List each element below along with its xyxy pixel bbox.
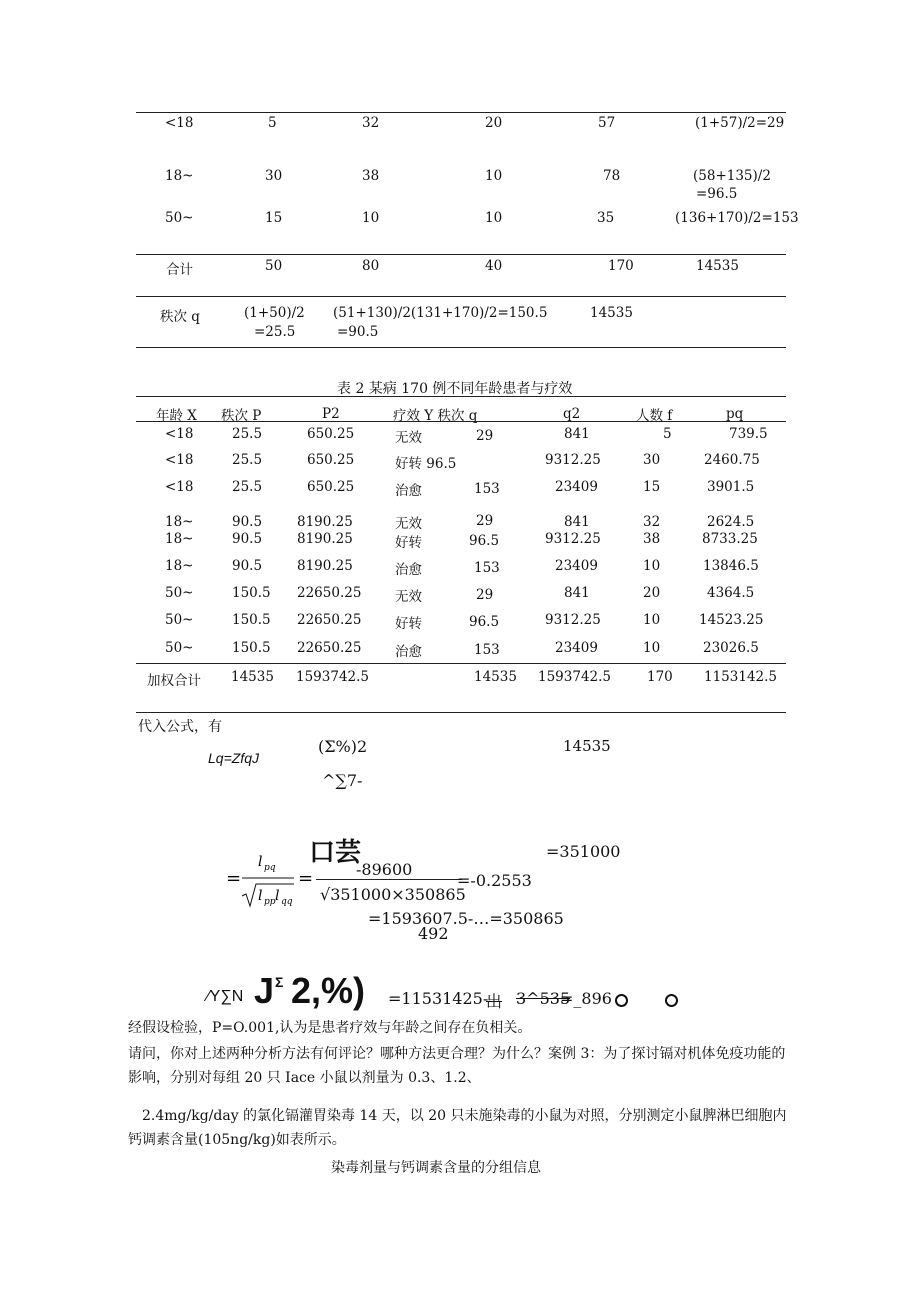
svg-text:l: l [258, 888, 263, 904]
formula-ys: ⁄Y∑N [207, 988, 244, 1005]
svg-text:pp: pp [264, 897, 276, 907]
table1-rule [136, 296, 786, 297]
table2-total-rule [136, 663, 786, 664]
circle-mark-icon [615, 994, 628, 1007]
formula-value: 14535 [563, 737, 611, 755]
svg-text:qq: qq [281, 897, 293, 907]
svg-text:=: = [226, 868, 242, 889]
formula-intro: 代入公式，有 [138, 719, 222, 735]
svg-text:=: = [298, 868, 314, 889]
page: <18 5 32 20 57 (1+57)/2=29 18~ 30 38 10 78 (58+135)/2 =96.5 50~ 15 10 10 35 (136+170)/2=153 合计 50 80 40 170 14535 秩次 q (1+50)/2 =25.5 (51+130)/2(131+170)/2=150.5 =90.5 14535 表 2 某病 170 例不同年龄患者与疗效 年龄 X 秩次 P P2 疗效 Y 秩次 q q2 人数 f pq <18 25.5 650.25 无效 29 841 5 739.5 <18 25.5 650.25 好转 96.5 9312.25 30 2460.75 <18 25.5 650.25 治愈 153 23409 15 3901.5 18~ 90.5 8190.25 无效 29 841 32 2624.5 18~ 90.5 8190.25 好转 96.5 9312.25 38 8733.25 18~ 90.5 8190.25 治愈 153 23409 10 13846.5 50~ 150.5 22650.25 无效 29 841 20 4364.5 50~ 150.5 22650.25 好转 96.5 9312.25 10 14523.25 50~ 150.5 22650.25 治愈 153 23409 10 23026.5 加权合计 14535 1593742.5 14535 1593742.5 170 1153142.5 代入公式，有 Lq=ZfqJ (Σ%)2 14535 ^∑7- = l pq l pp l qq = 口芸 =351000 -89600 √351000×350865 =-0.2553 =1593607.5-…=350865 492 ⁄Y∑N J Σ 2,%) =11531425- 出 3^535 =_896 经假设检验，P=O.001,认为是患者疗效与年龄之间存在负相关。 请问，你对上述两种分析方法有何评论？哪种方法更合理？为什么？案例 3：为了探讨镉对机体免疫功能的影响，分别对每组 20 只 Iace 小鼠以剂量为 0.3、1.2、 2.4mg/kg/day 的氯化镉灌胃染毒 14 天，以 20 只未施染毒的小鼠为对照，分别测定小鼠脾淋巴细胞内钙调素含量(105ng/kg)如表所示。 染毒剂量与钙调素含量的分组信息 [0, 0, 920, 1301]
formula-j: J [254, 970, 275, 1011]
svg-text:l: l [258, 854, 263, 870]
formula-492: 492 [418, 924, 449, 943]
formula-sup: Σ [275, 974, 284, 990]
paragraph-question: 请问，你对上述两种分析方法有何评论？哪种方法更合理？为什么？案例 3：为了探讨镉对机体免疫功能的影响，分别对每组 20 只 Iace 小鼠以剂量为 0.3、1.2、 [128, 1046, 786, 1086]
table2-header-rule [136, 421, 786, 422]
fraction-bar [316, 879, 462, 880]
paragraph-case3: 2.4mg/kg/day 的氯化镉灌胃染毒 14 天，以 20 只未施染毒的小鼠为对照，分别测定小鼠脾淋巴细胞内钙调素含量(105ng/kg)如表所示。 [128, 1108, 787, 1148]
formula-tail3: 3^535 [516, 989, 571, 1008]
table1-top-rule [136, 112, 786, 113]
formula-sum: ^∑7- [322, 771, 363, 790]
formula-tail1: =11531425- [388, 989, 489, 1008]
table2-top-rule [136, 396, 786, 397]
formula-denominator: √351000×350865 [320, 885, 466, 904]
paragraph-conclusion: 经假设检验，P=O.001,认为是患者疗效与年龄之间存在负相关。 [128, 1020, 532, 1036]
formula-tail4: =_896 [560, 989, 612, 1008]
formula-numerator: -89600 [356, 860, 413, 879]
table2-caption: 表 2 某病 170 例不同年龄患者与疗效 [337, 381, 573, 397]
formula-tail2: 出 [486, 992, 503, 1011]
formula-2pct: 2,%) [291, 970, 366, 1011]
table1-rule [136, 254, 786, 255]
correlation-formula-graphic [224, 852, 314, 912]
circle-mark-icon [665, 994, 678, 1007]
formula-result: =-0.2553 [457, 871, 532, 890]
svg-text:pq: pq [264, 863, 276, 873]
formula-351000: =351000 [546, 842, 621, 861]
ocr-glyph: 口芸 [309, 837, 362, 867]
formula-lqq: =1593607.5-…=350865 [368, 909, 564, 928]
rank-correlation-icon [224, 852, 314, 912]
formula-sigma: (Σ%)2 [318, 737, 368, 756]
svg-text:l: l [275, 888, 280, 904]
formula-lq: Lq=ZfqJ [208, 750, 259, 766]
table1-bottom-rule [136, 347, 786, 348]
table3-caption: 染毒剂量与钙调素含量的分组信息 [331, 1160, 541, 1176]
table2-bottom-rule [136, 712, 786, 713]
